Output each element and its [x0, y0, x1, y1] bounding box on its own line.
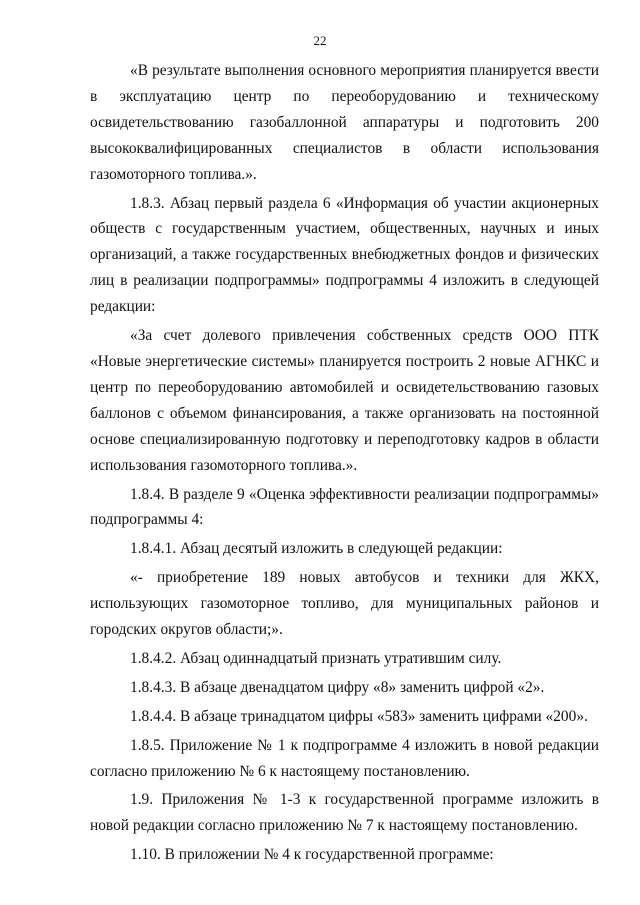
paragraph-buses-quote: «- приобретение 189 новых автобусов и техники для ЖКХ, использующих газомоторное топливо, для муниципальных районов и городских округов области;».	[90, 569, 599, 639]
paragraph-1-8-4-3: 1.8.4.3. В абзаце двенадцатом цифру «8» заменить цифрой «2».	[130, 678, 545, 696]
paragraph-financing-quote: «За счет долевого привлечения собственных средств ООО ПТК «Новые энергетические системы» планируется построить 2 новые АГНКС и центр по переоборудованию автомобилей и освидетельствованию газовых баллонов с объемом финансирования, а также организовать на постоянной основе специализированную подготовку и переподготовку кадров в области использования газомоторного топлива.».	[90, 327, 599, 474]
paragraph-result-quote: «В результате выполнения основного мероприятия планируется ввести в эксплуатацию центр по переоборудованию и техническому освидетельствованию газобаллонной аппаратуры и подготовить 200 высококвалифицированных специалистов в области использования газомоторного топлива.».	[90, 62, 599, 183]
document-body	[90, 58, 599, 871]
paragraph-1-10: 1.10. В приложении № 4 к государственной программе:	[130, 846, 494, 864]
paragraph-1-8-3: 1.8.3. Абзац первый раздела 6 «Информация об участии акционерных обществ с государственным участием, общественных, научных и иных организаций, а также государственных внебюджетных фондов и физических лиц в реализации подпрограммы» подпрограммы 4 изложить в следующей редакции:	[90, 194, 599, 316]
paragraph-1-8-4-4: 1.8.4.4. В абзаце тринадцатом цифры «583» заменить цифрами «200».	[130, 707, 588, 725]
paragraph-1-8-5: 1.8.5. Приложение № 1 к подпрограмме 4 изложить в новой редакции согласно приложению № 6 к настоящему постановлению.	[90, 736, 599, 780]
paragraph-1-8-4-1: 1.8.4.1. Абзац десятый изложить в следующей редакции:	[130, 540, 503, 558]
paragraph-1-8-4: 1.8.4. В разделе 9 «Оценка эффективности реализации подпрограммы» подпрограммы 4:	[90, 485, 599, 529]
page-number: 22	[313, 33, 327, 48]
paragraph-1-9: 1.9. Приложения № 1-3 к государственной программе изложить в новой редакции согласно приложению № 7 к настоящему постановлению.	[90, 791, 599, 835]
paragraph-1-8-4-2: 1.8.4.2. Абзац одиннадцатый признать утратившим силу.	[130, 649, 502, 667]
